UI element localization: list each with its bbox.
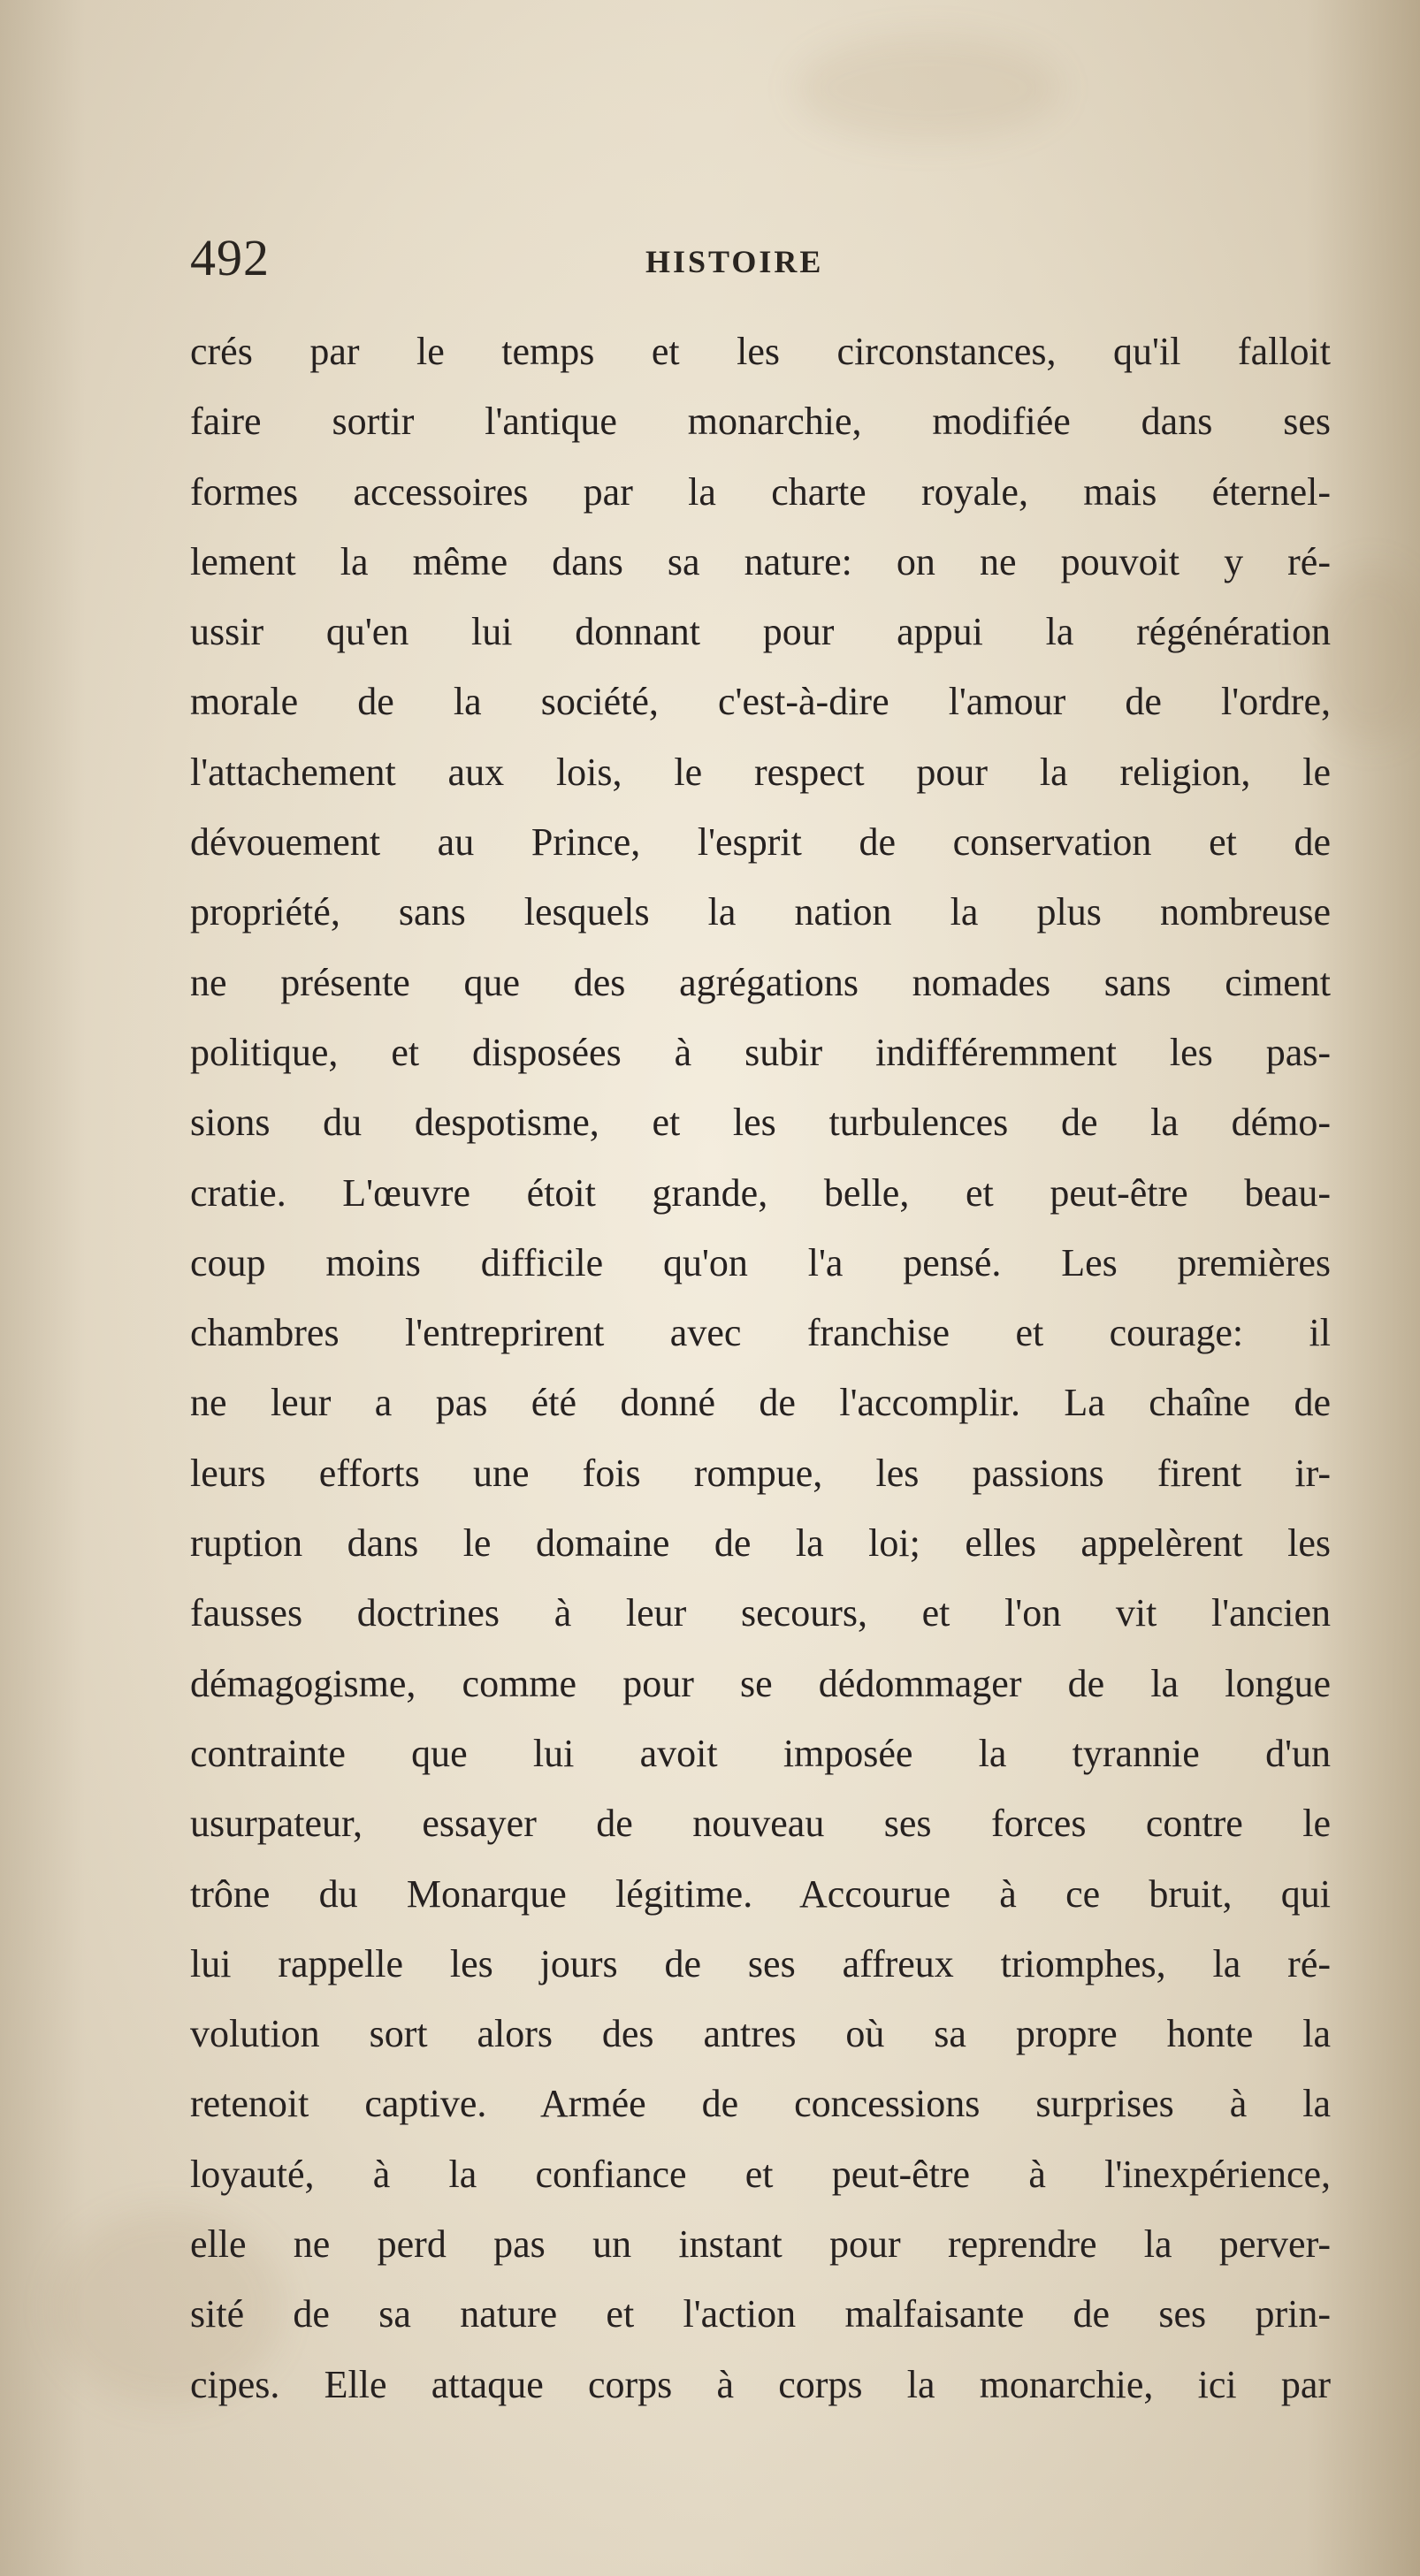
text-line: leurs efforts une fois rompue, les passions firent ir- [190, 1451, 1331, 1495]
text-line: lui rappelle les jours de ses affreux triomphes, la ré- [190, 1941, 1331, 1985]
text-line: sité de sa nature et l'action malfaisante de ses prin- [190, 2292, 1331, 2336]
text-line: l'attachement aux lois, le respect pour la religion, le [190, 750, 1331, 794]
text-line: coup moins difficile qu'on l'a pensé. Les premières [190, 1240, 1331, 1284]
text-line: fausses doctrines à leur secours, et l'on vit l'ancien [190, 1591, 1331, 1635]
text-line: retenoit captive. Armée de concessions surprises à la [190, 2082, 1331, 2126]
text-line: cipes. Elle attaque corps à corps la monarchie, ici par [190, 2362, 1331, 2406]
text-line: cratie. L'œuvre étoit grande, belle, et peut-être beau- [190, 1170, 1331, 1215]
text-line: elle ne perd pas un instant pour reprendre la perver- [190, 2222, 1331, 2267]
text-line: ne leur a pas été donné de l'accomplir. La chaîne de [190, 1381, 1331, 1425]
body-text [190, 316, 1331, 2420]
text-line: lement la même dans sa nature: on ne pouvoit y ré- [190, 539, 1331, 583]
running-title: HISTOIRE [645, 244, 824, 279]
text-line: faire sortir l'antique monarchie, modifiée dans ses [190, 400, 1331, 444]
text-line: contrainte que lui avoit imposée la tyrannie d'un [190, 1731, 1331, 1775]
text-line: politique, et disposées à subir indifféremment les pas- [190, 1030, 1331, 1074]
text-line: morale de la société, c'est-à-dire l'amour de l'ordre, [190, 680, 1331, 724]
page-number: 492 [190, 229, 270, 286]
text-line: chambres l'entreprirent avec franchise et courage: il [190, 1311, 1331, 1355]
running-head [190, 229, 1331, 286]
text-line: volution sort alors des antres où sa propre honte la [190, 2012, 1331, 2056]
text-line: démagogisme, comme pour se dédommager de la longue [190, 1661, 1331, 1705]
text-line: ne présente que des agrégations nomades sans ciment [190, 960, 1331, 1004]
paper-stain [796, 35, 1061, 141]
text-line: trône du Monarque légitime. Accourue à ce bruit, qui [190, 1871, 1331, 1916]
text-line: propriété, sans lesquels la nation la plus nombreuse [190, 890, 1331, 934]
text-line: ruption dans le domaine de la loi; elles appelèrent les [190, 1521, 1331, 1566]
text-line: sions du despotisme, et les turbulences de la démo- [190, 1101, 1331, 1145]
text-line: crés par le temps et les circonstances, qu'il falloit [190, 330, 1331, 373]
text-line: ussir qu'en lui donnant pour appui la régénération [190, 610, 1331, 654]
text-line: formes accessoires par la charte royale, mais éternel- [190, 469, 1331, 514]
text-line: loyauté, à la confiance et peut-être à l'inexpérience, [190, 2152, 1331, 2196]
text-line: dévouement au Prince, l'esprit de conservation et de [190, 820, 1331, 865]
text-line: usurpateur, essayer de nouveau ses forces contre le [190, 1802, 1331, 1846]
